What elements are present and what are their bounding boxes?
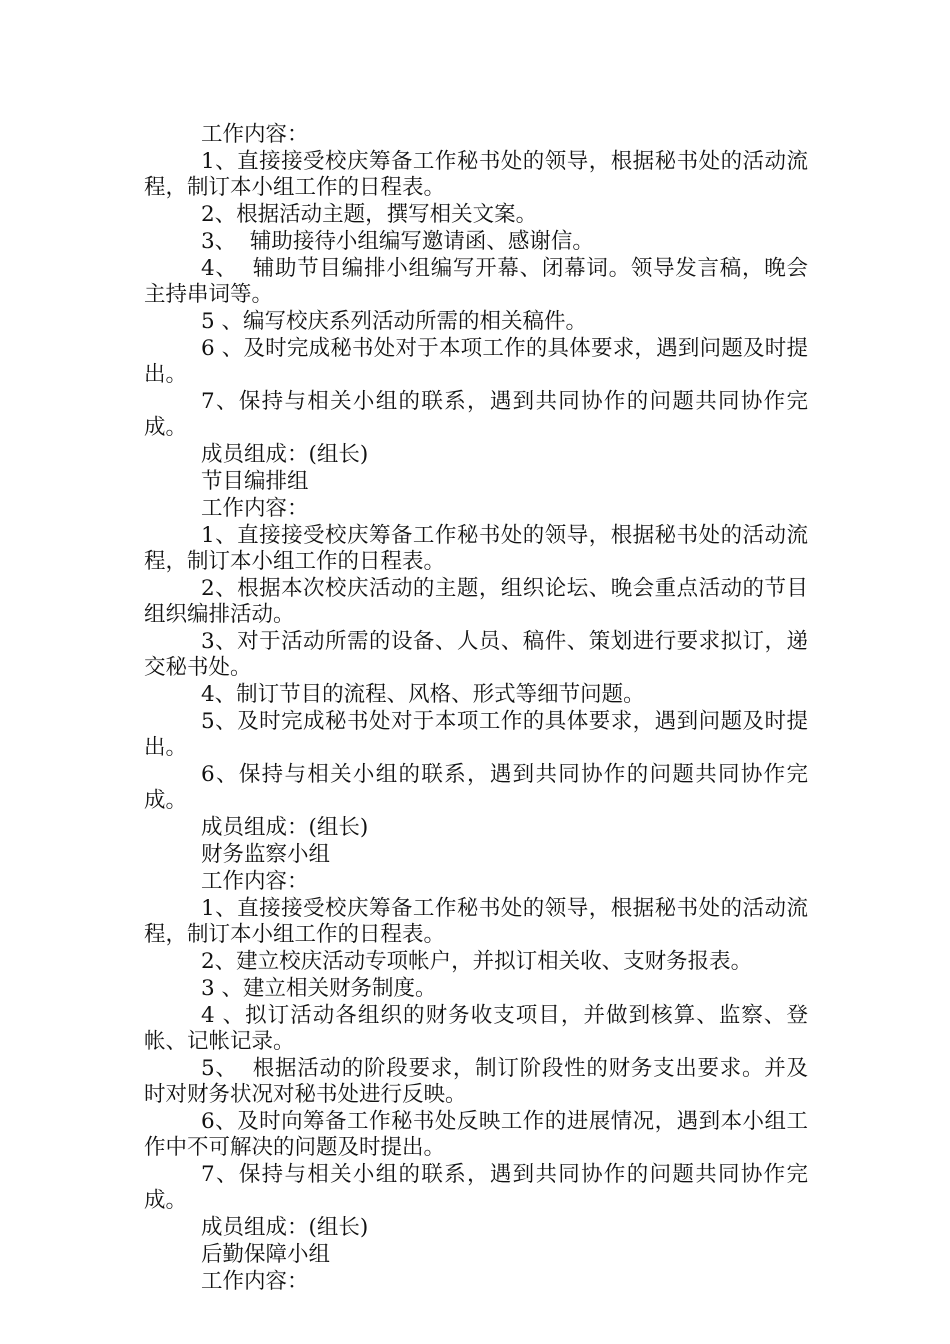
- list-item: 1、直接接受校庆筹备工作秘书处的领导，根据秘书处的活动流程，制订本小组工作的日程表。: [144, 896, 808, 947]
- list-item: 3 、建立相关财务制度。: [201, 976, 437, 1001]
- group-title-logistics: 后勤保障小组: [201, 1242, 331, 1267]
- list-item: 3、 辅助接待小组编写邀请函、感谢信。: [201, 229, 594, 254]
- list-item: 4、 辅助节目编排小组编写开幕、闭幕词。领导发言稿，晚会主持串词等。: [144, 256, 808, 307]
- members-line: 成员组成：(组长): [201, 815, 369, 840]
- list-item: 5、 根据活动的阶段要求，制订阶段性的财务支出要求。并及时对财务状况对秘书处进行反映。: [144, 1056, 808, 1107]
- section-heading-work-content: 工作内容：: [201, 1269, 309, 1294]
- list-item: 6、保持与相关小组的联系，遇到共同协作的问题共同协作完成。: [144, 762, 808, 813]
- members-line: 成员组成：(组长): [201, 1215, 369, 1240]
- list-item: 4、制订节目的流程、风格、形式等细节问题。: [201, 682, 645, 707]
- list-item: 6 、及时完成秘书处对于本项工作的具体要求，遇到问题及时提出。: [144, 336, 808, 387]
- list-item: 4 、拟订活动各组织的财务收支项目，并做到核算、监察、登帐、记帐记录。: [144, 1003, 808, 1054]
- list-item: 5 、编写校庆系列活动所需的相关稿件。: [201, 309, 588, 334]
- list-item: 2、建立校庆活动专项帐户，并拟订相关收、支财务报表。: [201, 949, 753, 974]
- group-title-finance: 财务监察小组: [201, 842, 331, 867]
- list-item: 3、对于活动所需的设备、人员、稿件、策划进行要求拟订，递交秘书处。: [144, 629, 808, 680]
- document-body: [144, 122, 808, 1296]
- list-item: 6、及时向筹备工作秘书处反映工作的进展情况，遇到本小组工作中不可解决的问题及时提出。: [144, 1109, 808, 1160]
- list-item: 7、保持与相关小组的联系，遇到共同协作的问题共同协作完成。: [144, 389, 808, 440]
- group-title-program: 节目编排组: [201, 469, 309, 494]
- list-item: 2、根据本次校庆活动的主题，组织论坛、晚会重点活动的节目组织编排活动。: [144, 576, 808, 627]
- section-heading-work-content: 工作内容：: [201, 496, 309, 521]
- list-item: 7、保持与相关小组的联系，遇到共同协作的问题共同协作完成。: [144, 1162, 808, 1213]
- section-heading-work-content: 工作内容：: [201, 869, 309, 894]
- list-item: 2、根据活动主题，撰写相关文案。: [201, 202, 538, 227]
- list-item: 1、直接接受校庆筹备工作秘书处的领导，根据秘书处的活动流程，制订本小组工作的日程表。: [144, 149, 808, 200]
- section-heading-work-content: 工作内容：: [201, 122, 309, 147]
- list-item: 1、直接接受校庆筹备工作秘书处的领导，根据秘书处的活动流程，制订本小组工作的日程表。: [144, 523, 808, 574]
- members-line: 成员组成：(组长): [201, 442, 369, 467]
- list-item: 5、及时完成秘书处对于本项工作的具体要求，遇到问题及时提出。: [144, 709, 808, 760]
